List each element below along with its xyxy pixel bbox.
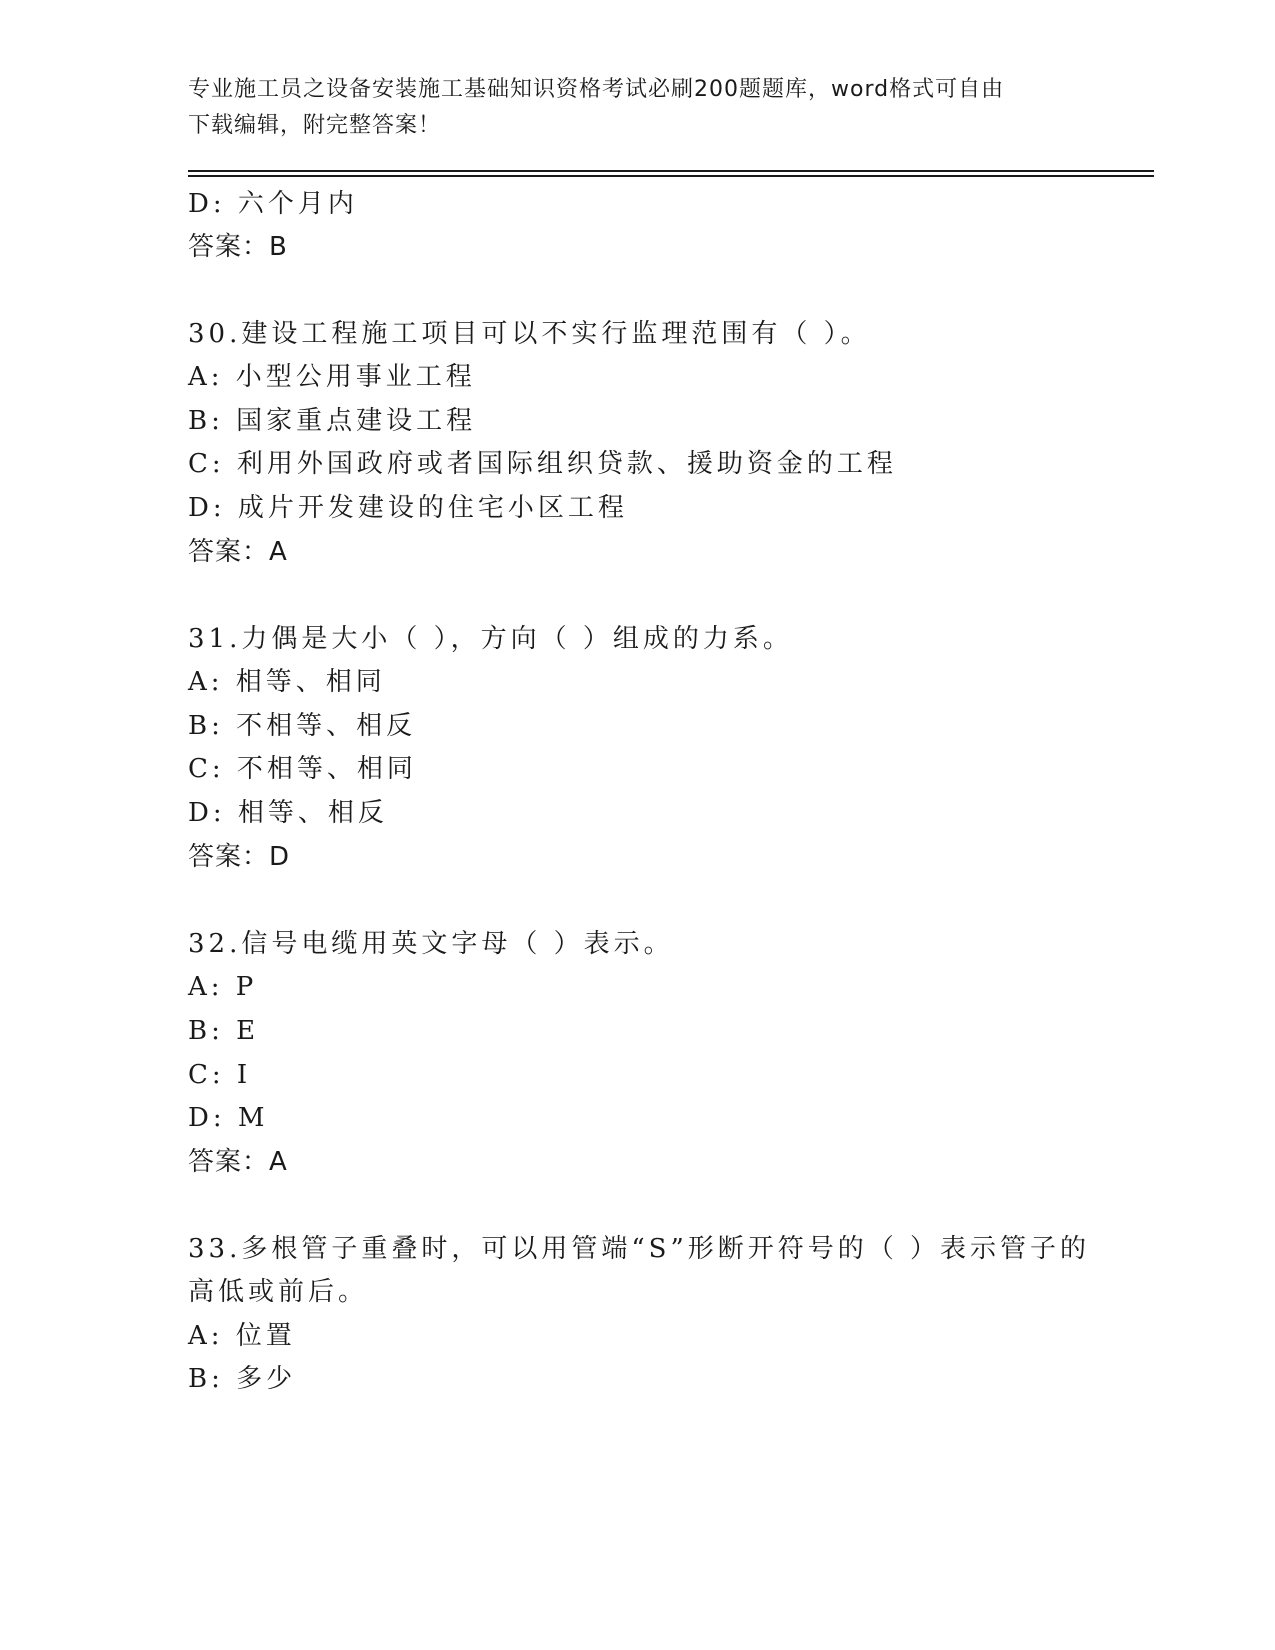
question-31-option-d: D: 相等、相反 [188, 798, 388, 828]
question-31-option-c: C: 不相等、相同 [188, 754, 417, 784]
header-divider-bottom [188, 175, 1154, 177]
question-33-option-b: B: 多少 [188, 1364, 297, 1394]
header-divider-top [188, 170, 1154, 172]
question-30-option-c: C: 利用外国政府或者国际组织贷款、援助资金的工程 [188, 449, 897, 479]
question-32-option-c: C: I [188, 1060, 252, 1090]
question-32-answer: 答案：A [188, 1147, 288, 1177]
header-title-line-2: 下载编辑，附完整答案！ [188, 113, 442, 138]
question-32-option-a: A: P [188, 972, 258, 1002]
question-31-stem: 31.力偶是大小（ ），方向（ ）组成的力系。 [188, 624, 793, 654]
question-32-option-b: B: E [188, 1016, 260, 1046]
question-33-option-a: A: 位置 [188, 1321, 296, 1351]
question-31-option-a: A: 相等、相同 [188, 667, 386, 697]
question-30-option-a: A: 小型公用事业工程 [188, 362, 476, 392]
question-30-option-d: D: 成片开发建设的住宅小区工程 [188, 493, 628, 523]
prev-question-answer: 答案：B [188, 232, 288, 262]
question-33-stem-line-2: 高低或前后。 [188, 1277, 369, 1307]
question-32-stem: 32.信号电缆用英文字母（ ）表示。 [188, 929, 674, 959]
question-30-answer: 答案：A [188, 537, 288, 567]
question-31-answer: 答案：D [188, 842, 291, 872]
question-32-option-d: D: M [188, 1103, 269, 1133]
question-30-option-b: B: 国家重点建设工程 [188, 406, 477, 436]
question-30-stem: 30.建设工程施工项目可以不实行监理范围有（ ）。 [188, 319, 871, 349]
question-33-stem-line-1: 33.多根管子重叠时，可以用管端“S”形断开符号的（ ）表示管子的 [188, 1234, 1091, 1264]
question-31-option-b: B: 不相等、相反 [188, 711, 417, 741]
header-title-line-1: 专业施工员之设备安装施工基础知识资格考试必刷200题题库，word格式可自由 [188, 77, 1005, 102]
prev-question-option-d: D: 六个月内 [188, 189, 358, 219]
document-header [188, 72, 1088, 144]
